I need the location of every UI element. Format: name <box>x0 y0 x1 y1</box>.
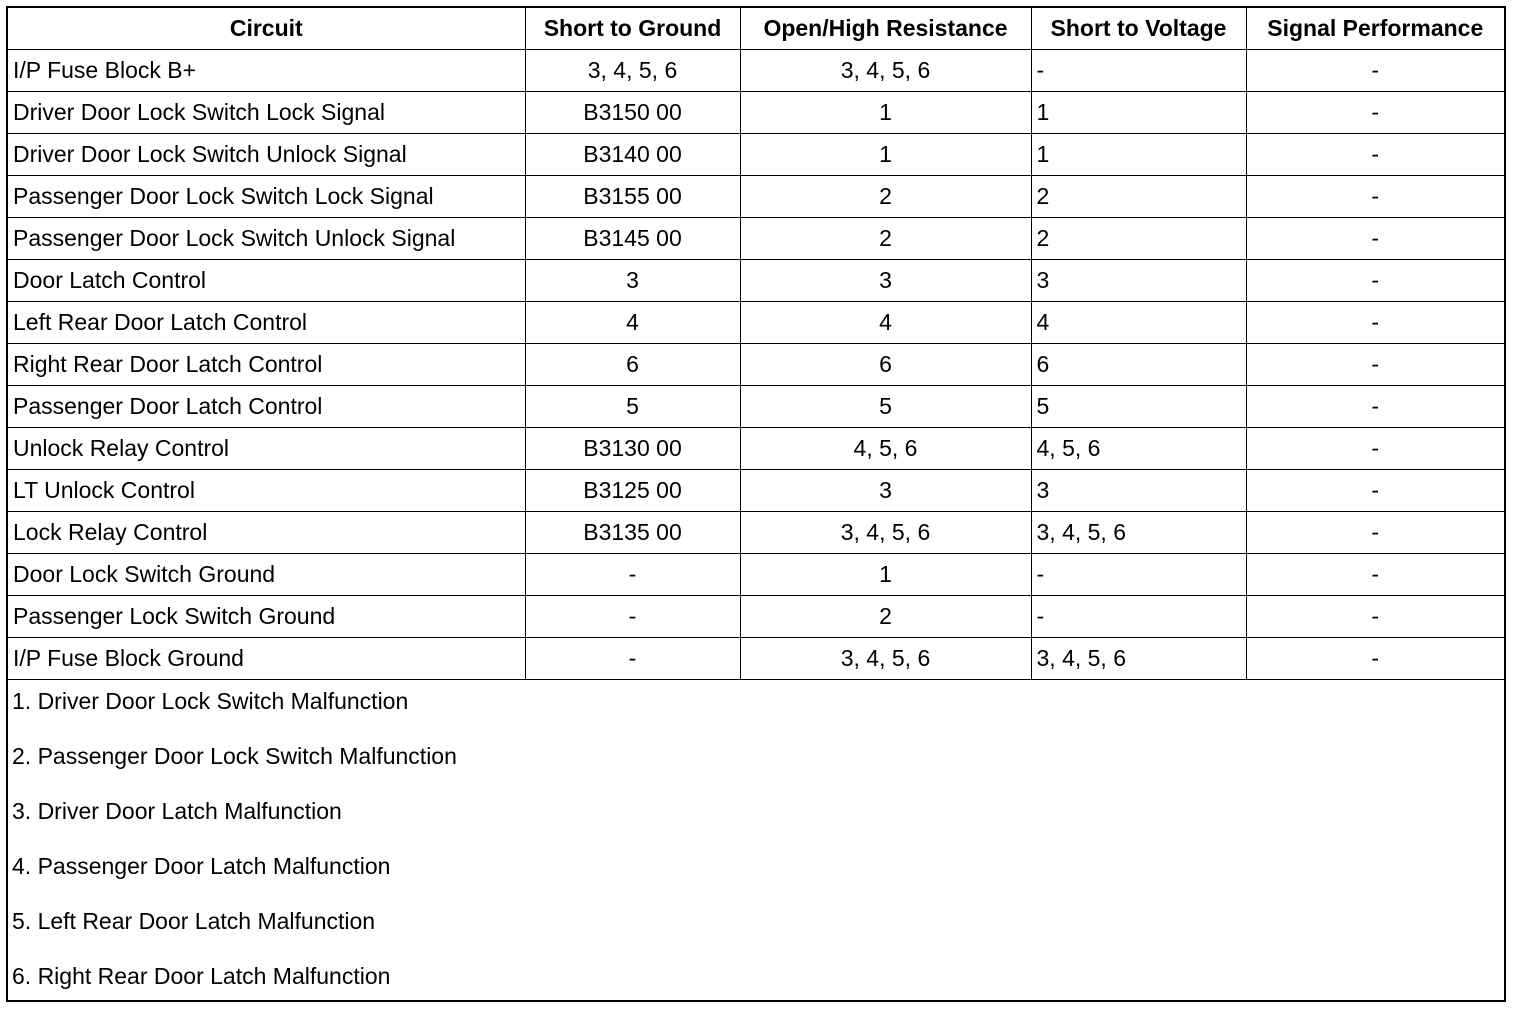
cell-open-high-resistance: 4 <box>740 302 1031 344</box>
cell-signal-performance: - <box>1246 260 1504 302</box>
footnote: 1. Driver Door Lock Switch Malfunction <box>12 688 409 714</box>
cell-open-high-resistance: 3, 4, 5, 6 <box>740 50 1031 92</box>
cell-signal-performance: - <box>1246 470 1504 512</box>
table-row <box>8 218 1504 260</box>
table-row <box>8 428 1504 470</box>
cell-short-to-voltage: 2 <box>1031 218 1246 260</box>
table-row <box>8 596 1504 638</box>
cell-short-to-ground: - <box>525 596 740 638</box>
cell-short-to-ground: 6 <box>525 344 740 386</box>
cell-short-to-voltage: 3 <box>1031 260 1246 302</box>
cell-open-high-resistance: 6 <box>740 344 1031 386</box>
cell-open-high-resistance: 1 <box>740 134 1031 176</box>
cell-circuit: Right Rear Door Latch Control <box>8 344 525 386</box>
cell-circuit: I/P Fuse Block Ground <box>8 638 525 680</box>
cell-circuit: Lock Relay Control <box>8 512 525 554</box>
cell-open-high-resistance: 2 <box>740 218 1031 260</box>
cell-signal-performance: - <box>1246 512 1504 554</box>
cell-short-to-ground: - <box>525 554 740 596</box>
cell-short-to-voltage: 3, 4, 5, 6 <box>1031 512 1246 554</box>
cell-short-to-voltage: 4, 5, 6 <box>1031 428 1246 470</box>
table-row <box>8 344 1504 386</box>
cell-signal-performance: - <box>1246 50 1504 92</box>
cell-short-to-ground: 3 <box>525 260 740 302</box>
cell-open-high-resistance: 3 <box>740 260 1031 302</box>
footnote: 3. Driver Door Latch Malfunction <box>12 798 342 824</box>
table-row <box>8 176 1504 218</box>
cell-open-high-resistance: 4, 5, 6 <box>740 428 1031 470</box>
table-row <box>8 50 1504 92</box>
diagnostic-grid <box>8 8 1504 680</box>
cell-circuit: Driver Door Lock Switch Lock Signal <box>8 92 525 134</box>
cell-open-high-resistance: 1 <box>740 554 1031 596</box>
cell-short-to-voltage: 3, 4, 5, 6 <box>1031 638 1246 680</box>
cell-open-high-resistance: 5 <box>740 386 1031 428</box>
cell-signal-performance: - <box>1246 176 1504 218</box>
cell-short-to-ground: B3145 00 <box>525 218 740 260</box>
cell-signal-performance: - <box>1246 638 1504 680</box>
cell-short-to-ground: 3, 4, 5, 6 <box>525 50 740 92</box>
cell-circuit: I/P Fuse Block B+ <box>8 50 525 92</box>
table-row <box>8 512 1504 554</box>
table-row <box>8 470 1504 512</box>
cell-open-high-resistance: 3, 4, 5, 6 <box>740 512 1031 554</box>
cell-signal-performance: - <box>1246 554 1504 596</box>
circuit-diagnostic-table <box>6 6 1506 1002</box>
cell-signal-performance: - <box>1246 386 1504 428</box>
table-row <box>8 554 1504 596</box>
cell-short-to-ground: B3125 00 <box>525 470 740 512</box>
cell-circuit: Passenger Lock Switch Ground <box>8 596 525 638</box>
cell-circuit: Passenger Door Lock Switch Unlock Signal <box>8 218 525 260</box>
cell-short-to-ground: B3140 00 <box>525 134 740 176</box>
cell-short-to-voltage: 1 <box>1031 134 1246 176</box>
cell-signal-performance: - <box>1246 302 1504 344</box>
header-short-to-ground: Short to Ground <box>525 8 740 50</box>
cell-signal-performance: - <box>1246 134 1504 176</box>
header-row <box>8 8 1504 50</box>
cell-signal-performance: - <box>1246 596 1504 638</box>
cell-circuit: LT Unlock Control <box>8 470 525 512</box>
cell-signal-performance: - <box>1246 344 1504 386</box>
table-row <box>8 302 1504 344</box>
footnote: 2. Passenger Door Lock Switch Malfunction <box>12 743 457 769</box>
cell-short-to-voltage: 5 <box>1031 386 1246 428</box>
cell-short-to-ground: B3130 00 <box>525 428 740 470</box>
cell-short-to-voltage: - <box>1031 596 1246 638</box>
table-row <box>8 260 1504 302</box>
footnotes <box>8 680 1504 1016</box>
cell-circuit: Driver Door Lock Switch Unlock Signal <box>8 134 525 176</box>
cell-signal-performance: - <box>1246 218 1504 260</box>
cell-short-to-voltage: 4 <box>1031 302 1246 344</box>
cell-short-to-ground: 5 <box>525 386 740 428</box>
table-body <box>8 50 1504 680</box>
cell-open-high-resistance: 2 <box>740 596 1031 638</box>
table-row <box>8 386 1504 428</box>
cell-short-to-voltage: - <box>1031 554 1246 596</box>
footnote: 6. Right Rear Door Latch Malfunction <box>12 963 391 989</box>
table-row <box>8 638 1504 680</box>
cell-short-to-voltage: 1 <box>1031 92 1246 134</box>
header-signal-performance: Signal Performance <box>1246 8 1504 50</box>
cell-circuit: Left Rear Door Latch Control <box>8 302 525 344</box>
cell-short-to-ground: 4 <box>525 302 740 344</box>
cell-circuit: Door Latch Control <box>8 260 525 302</box>
cell-circuit: Passenger Door Lock Switch Lock Signal <box>8 176 525 218</box>
cell-short-to-voltage: 3 <box>1031 470 1246 512</box>
table-row <box>8 134 1504 176</box>
cell-open-high-resistance: 1 <box>740 92 1031 134</box>
cell-circuit: Unlock Relay Control <box>8 428 525 470</box>
cell-open-high-resistance: 3, 4, 5, 6 <box>740 638 1031 680</box>
cell-short-to-voltage: - <box>1031 50 1246 92</box>
cell-short-to-ground: - <box>525 638 740 680</box>
footnote: 4. Passenger Door Latch Malfunction <box>12 853 391 879</box>
cell-open-high-resistance: 2 <box>740 176 1031 218</box>
cell-short-to-ground: B3155 00 <box>525 176 740 218</box>
cell-open-high-resistance: 3 <box>740 470 1031 512</box>
header-circuit: Circuit <box>8 8 525 50</box>
cell-signal-performance: - <box>1246 92 1504 134</box>
header-short-to-voltage: Short to Voltage <box>1031 8 1246 50</box>
cell-short-to-ground: B3150 00 <box>525 92 740 134</box>
cell-signal-performance: - <box>1246 428 1504 470</box>
table-row <box>8 92 1504 134</box>
cell-short-to-voltage: 6 <box>1031 344 1246 386</box>
cell-short-to-voltage: 2 <box>1031 176 1246 218</box>
cell-short-to-ground: B3135 00 <box>525 512 740 554</box>
cell-circuit: Door Lock Switch Ground <box>8 554 525 596</box>
footnote: 5. Left Rear Door Latch Malfunction <box>12 908 376 934</box>
header-open-high-resistance: Open/High Resistance <box>740 8 1031 50</box>
cell-circuit: Passenger Door Latch Control <box>8 386 525 428</box>
